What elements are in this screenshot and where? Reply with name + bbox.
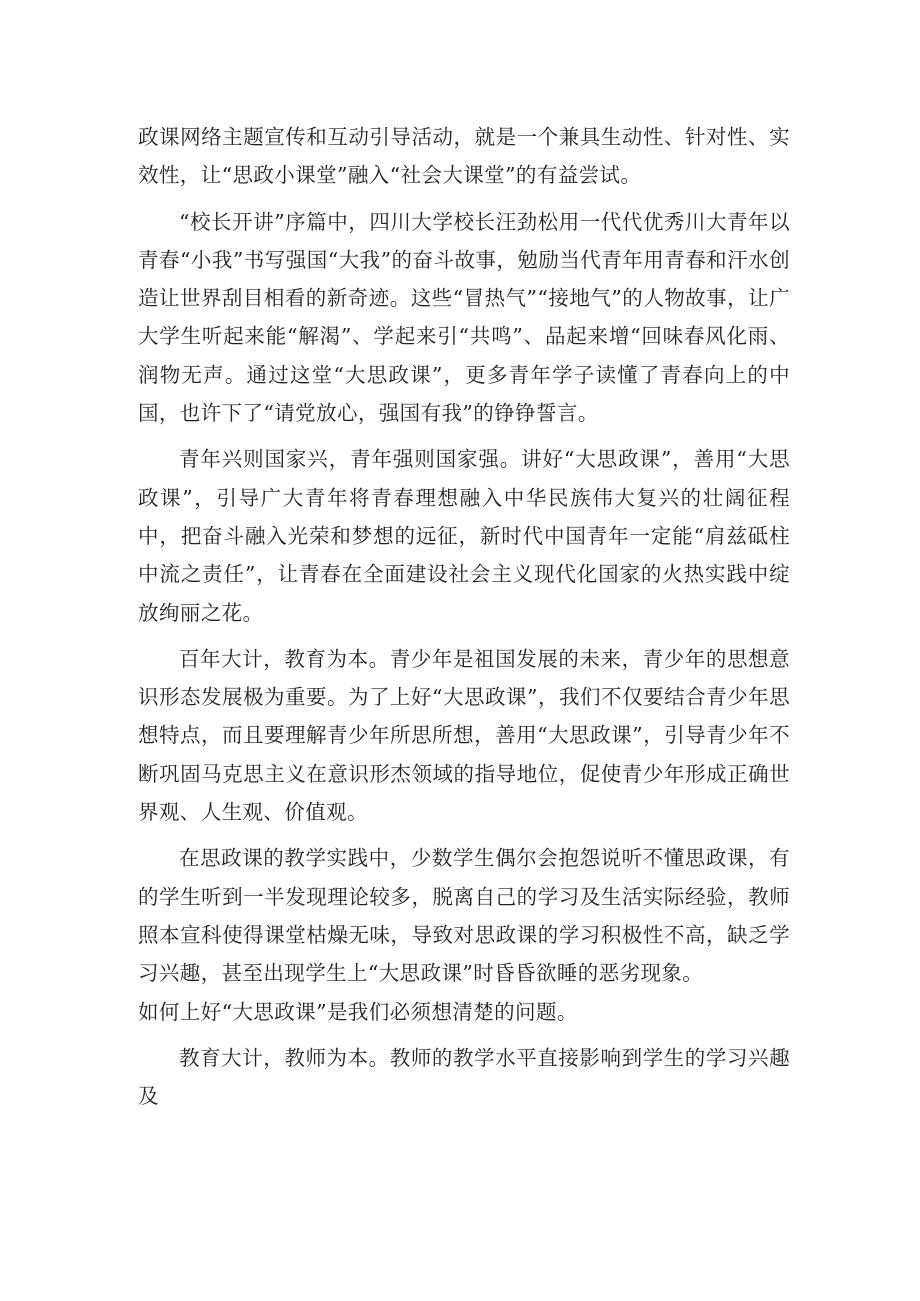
- paragraph-3: 青年兴则国家兴，青年强则国家强。讲好“大思政课”，善用“大思政课”，引导广大青年将青春理想融入中华民族伟大复兴的壮阔征程中，把奋斗融入光荣和梦想的远征，新时代中国青年一定能“肩兹砥柱中流之责任”，让青春在全面建设社会主义现代化国家的火热实践中绽放绚丽之花。: [138, 447, 790, 625]
- paragraph-7: 教育大计，教师为本。教师的教学水平直接影响到学生的学习兴趣及: [138, 1045, 790, 1109]
- paragraph-6: 如何上好“大思政课”是我们必须想清楚的问题。: [138, 999, 578, 1024]
- paragraph-1: 政课网络主题宣传和互动引导活动，就是一个兼具生动性、针对性、实效性，让“思政小课堂”融入“社会大课堂”的有益尝试。: [138, 125, 790, 188]
- paragraph-5: 在思政课的教学实践中，少数学生偶尔会抱怨说听不懂思政课，有的学生听到一半发现理论较多，脱离自己的学习及生活实际经验，教师照本宣科使得课堂枯燥无味，导致对思政课的学习积极性不高，缺乏学习兴趣，甚至出现学生上“大思政课”时昏昏欲睡的恶劣现象。: [138, 846, 790, 986]
- paragraph-4: 百年大计，教育为本。青少年是祖国发展的未来，青少年的思想意识形态发展极为重要。为了上好“大思政课”，我们不仅要结合青少年思想特点，而且要理解青少年所思所想，善用“大思政课”，引导青少年不断巩固马克思主义在意识形杰领域的指导地位，促使青少年形成正确世界观、人生观、价值观。: [138, 646, 790, 825]
- document-body: [138, 118, 790, 1115]
- paragraph-2: “校长开讲”序篇中，四川大学校长汪劲松用一代代优秀川大青年以青春“小我”书写强国“大我”的奋斗故事，勉励当代青年用青春和汗水创造让世界刮目相看的新奇迹。这些“冒热气”“接地气”的人物故事，让广大学生听起来能“解渴”、学起来引“共鸣”、品起来增“回味春风化雨、润物无声。通过这堂“大思政课”，更多青年学子读懂了青春向上的中国，也许下了“请党放心，强国有我”的铮铮誓言。: [138, 209, 790, 426]
